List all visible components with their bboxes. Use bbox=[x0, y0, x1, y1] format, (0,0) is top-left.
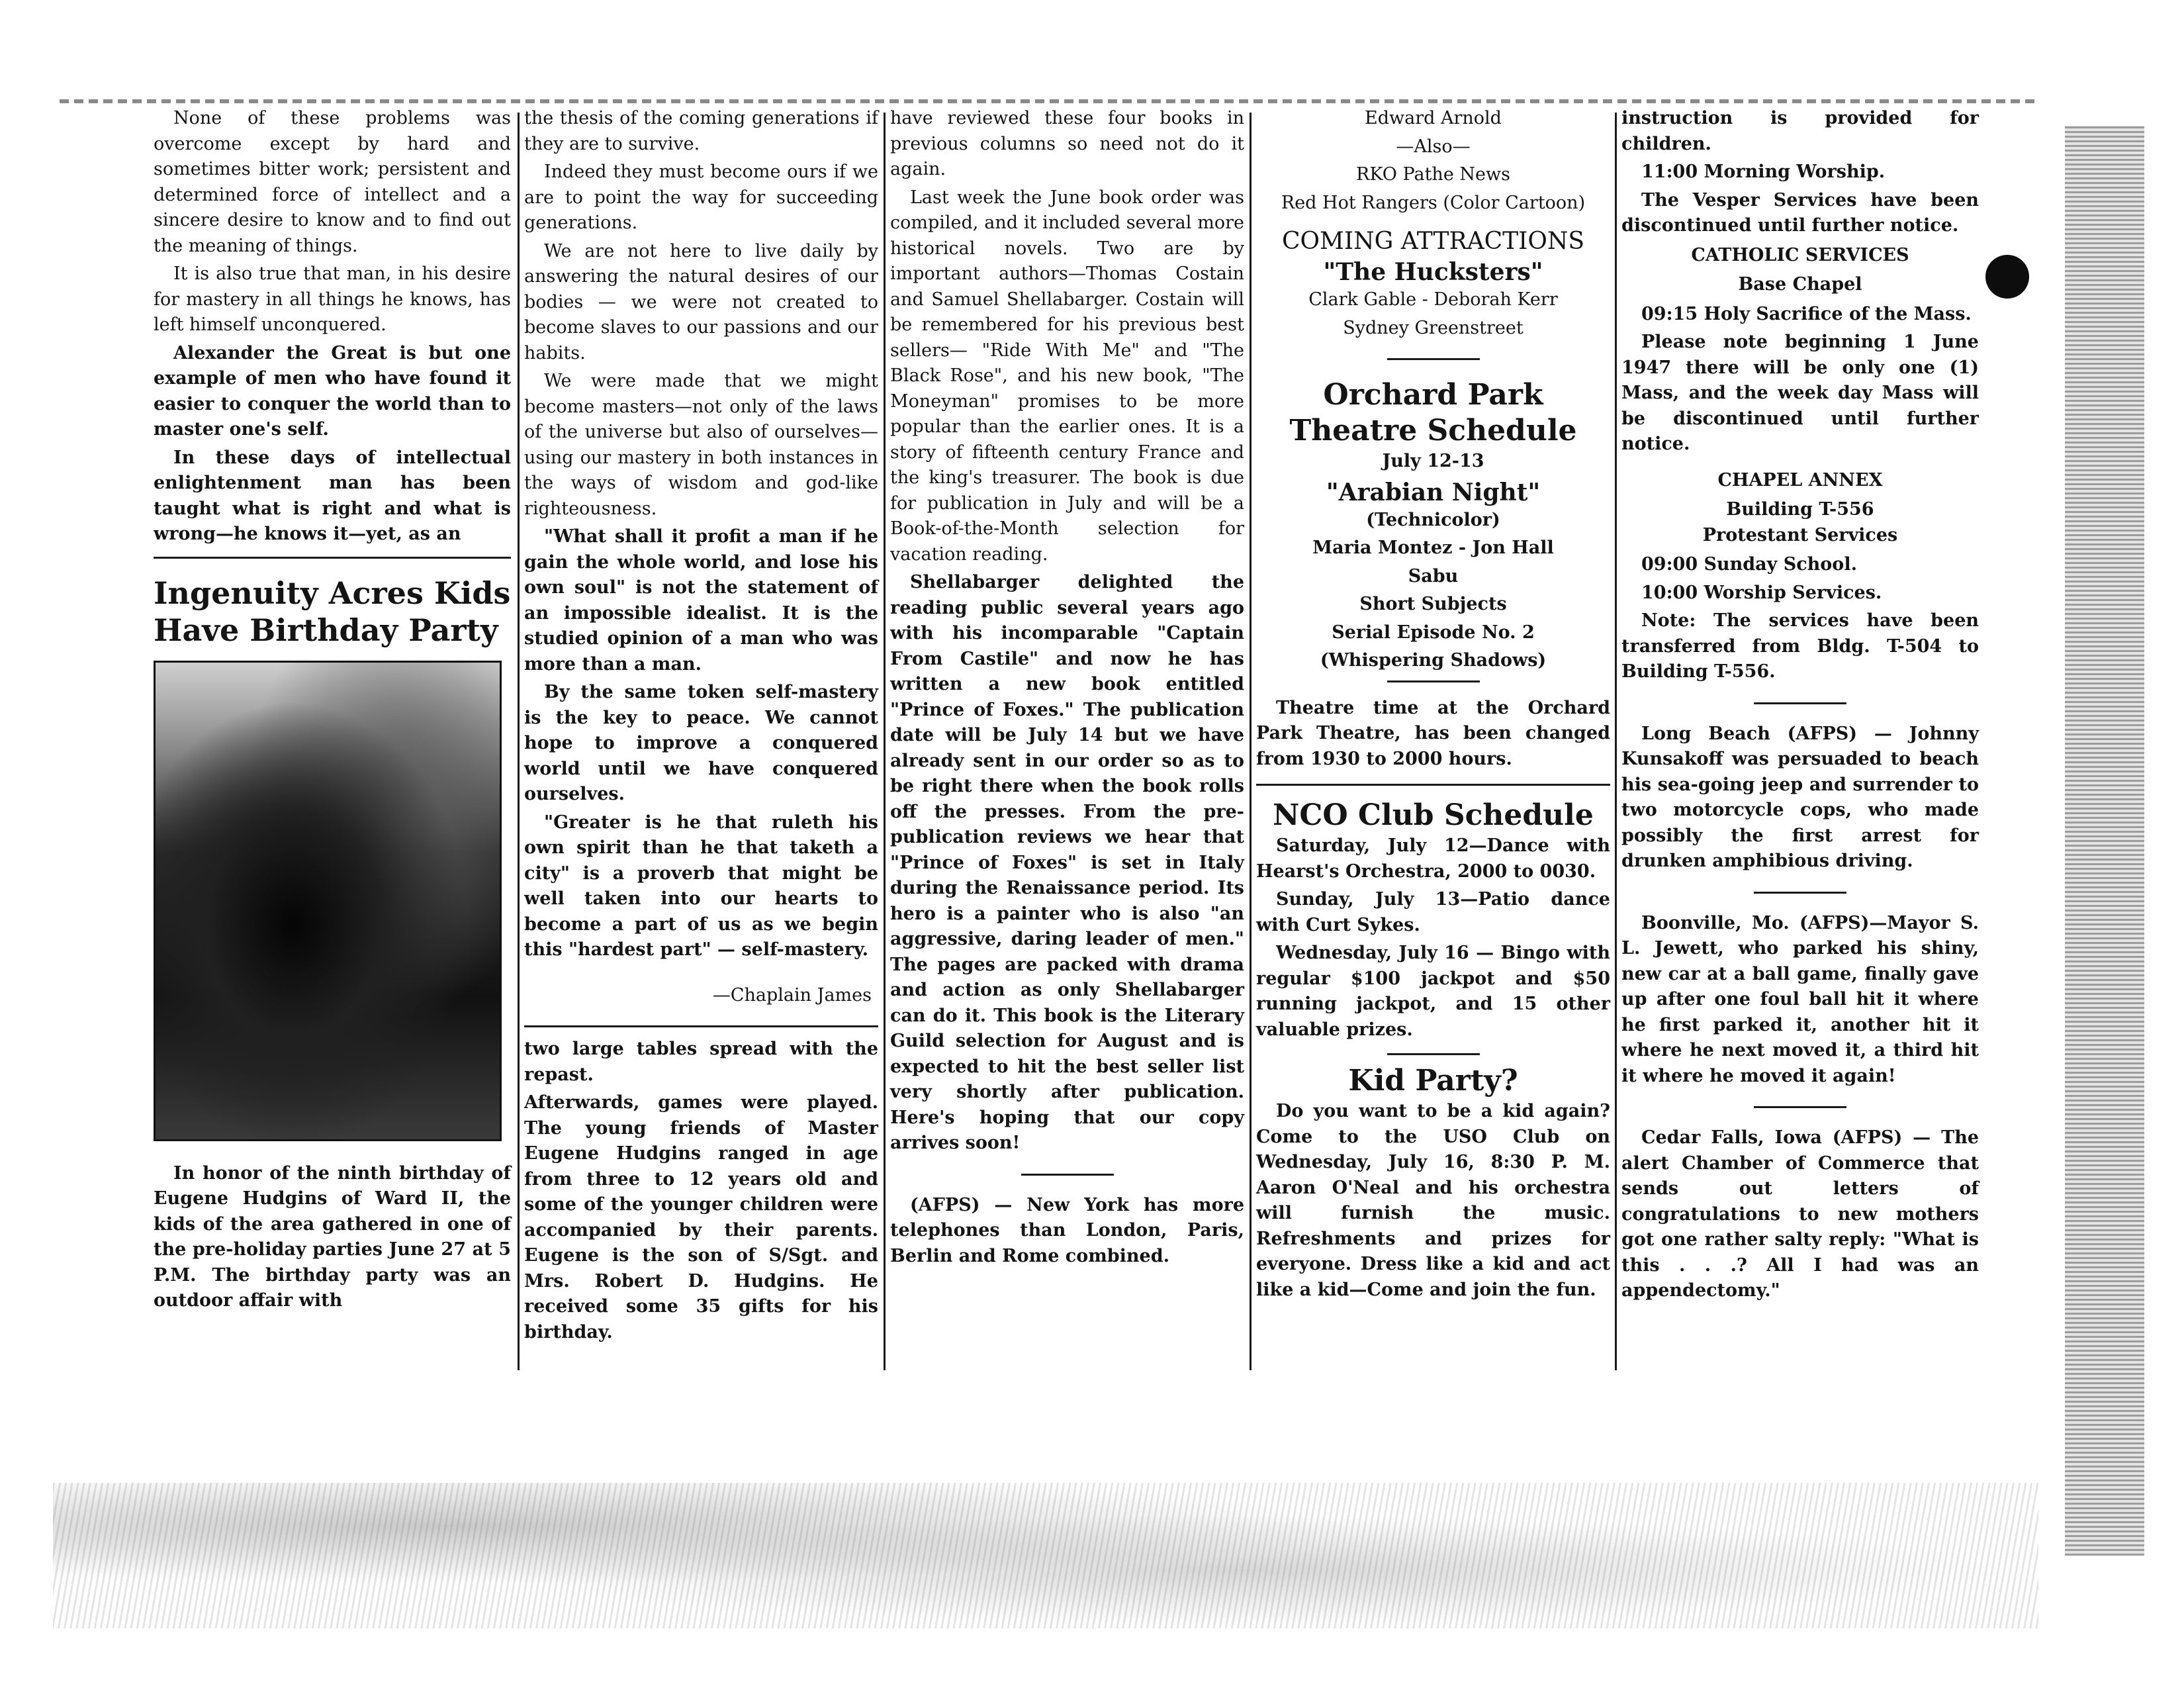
article-paragraph: We were made that we might become masters—not only of the laws of the universe but also of ourselves—using our mastery in both instances in the ways of wisdom and god-like righteousness. bbox=[524, 371, 878, 519]
section-divider bbox=[524, 1025, 878, 1027]
kid-party-text: Do you want to be a kid again? Come to the USO Club on Wednesday, July 16, 8:30 P. M. Aaron O'Neal and his orchestra will furnish the music. Refreshments and prizes for everyone. Dress like a kid and act like a kid—Come and join the fun. bbox=[1256, 1101, 1610, 1300]
article-paragraph: We are not here to live daily by answering the natural desires of our bodies — we were not created to become slaves to our passions and our habits. bbox=[524, 240, 878, 363]
column-4 bbox=[1256, 106, 1610, 1305]
service-item: 11:00 Morning Worship. bbox=[1641, 162, 1886, 182]
hole-punch-mark bbox=[1985, 255, 2029, 299]
article-paragraph: the thesis of the coming generations if they are to survive. bbox=[524, 108, 878, 154]
service-item: instruction is provided for children. bbox=[1621, 108, 1979, 154]
news-brief: Cedar Falls, Iowa (AFPS) — The alert Chamber of Commerce that sends out letters of congratulations to new mothers got one rather salty reply: "What is this . . .? All I had was an appendectomy." bbox=[1621, 1127, 1979, 1301]
section-divider bbox=[1387, 680, 1480, 682]
section-divider bbox=[1754, 892, 1846, 894]
page-edge-right bbox=[2065, 126, 2144, 1556]
section-divider bbox=[1754, 1106, 1846, 1108]
article-paragraph: By the same token self-mastery is the key to peace. We cannot hope to improve a conquered world until we have conquered ourselves. bbox=[524, 682, 878, 804]
feature-line: —Also— bbox=[1396, 136, 1471, 157]
building-heading: Building T-556 bbox=[1726, 499, 1874, 520]
column-5 bbox=[1621, 106, 1979, 1307]
feature-line: (Whispering Shadows) bbox=[1320, 650, 1547, 671]
chapel-annex-heading: CHAPEL ANNEX bbox=[1717, 469, 1883, 491]
article-paragraph: Shellabarger delighted the reading public several years ago with his incomparable "Captain From Castile" and now he has written a new book entitled "Prince of Foxes." The publication date will be July 14 but we have already sent in our order so as to be right there when the book rolls off the presses. From the pre-publication reviews we hear that "Prince of Foxes" is set in Italy during the Renaissance period. Its hero is a painter who is also "an aggressive, daring leader of men." The pages are packed with drama and action as only Shellabarger can do it. This book is the Literary Guild selection for August and is expected to hit the best seller list very shortly after publication. Here's hoping that our copy arrives soon! bbox=[890, 572, 1244, 1153]
theatre-schedule-title: Theatre Schedule bbox=[1289, 414, 1577, 447]
service-item: The Vesper Services have been discontinued until further notice. bbox=[1621, 189, 1979, 236]
page-edge-bottom bbox=[53, 1483, 2038, 1628]
section-divider bbox=[154, 557, 511, 559]
service-item: 09:15 Holy Sacrifice of the Mass. bbox=[1641, 303, 1972, 324]
section-divider bbox=[1021, 1174, 1114, 1176]
article-paragraph: None of these problems was overcome except by hard and sometimes bitter work; persistent and determined force of intellect and a sincere desire to know and to find out the meaning of things. bbox=[154, 108, 511, 256]
section-divider bbox=[1387, 358, 1480, 360]
article-paragraph: Afterwards, games were played. The young friends of Master Eugene Hudgins ranged in age from three to 12 years old and some of the younger children were accompanied by their parents. Eugene is the son of S/Sgt. and Mrs. Robert D. Hudgins. He received some 35 gifts for his birthday. bbox=[524, 1092, 878, 1342]
section-divider bbox=[1387, 1053, 1480, 1055]
column-1 bbox=[154, 106, 511, 1317]
feature-line: Serial Episode No. 2 bbox=[1332, 622, 1535, 643]
chaplain-signature: —Chaplain James bbox=[712, 984, 872, 1006]
column-rule bbox=[1615, 113, 1617, 1370]
theatre-time-notice: Theatre time at the Orchard Park Theatre, has been changed from 1930 to 2000 hours. bbox=[1256, 697, 1610, 769]
kid-party-title: Kid Party? bbox=[1348, 1064, 1518, 1098]
coming-attractions-title: COMING ATTRACTIONS bbox=[1281, 228, 1585, 255]
service-item: Note: The services have been transferred from Bldg. T-504 to Building T-556. bbox=[1621, 610, 1979, 682]
arabian-night-title: "Arabian Night" bbox=[1326, 478, 1541, 506]
article-paragraph: have reviewed these four books in previous columns so need not do it again. bbox=[890, 108, 1244, 179]
column-rule bbox=[1250, 113, 1251, 1370]
feature-line: Edward Arnold bbox=[1365, 108, 1502, 128]
party-photo bbox=[154, 661, 502, 1141]
protestant-services-heading: Protestant Services bbox=[1702, 524, 1898, 545]
column-2 bbox=[524, 106, 878, 1348]
hucksters-title: "The Hucksters" bbox=[1323, 258, 1543, 286]
schedule-dates: July 12-13 bbox=[1382, 451, 1484, 471]
article-paragraph: In these days of intellectual enlightenment man has been taught what is right and what is wrong—he knows it—yet, as an bbox=[154, 447, 511, 544]
base-chapel-heading: Base Chapel bbox=[1738, 274, 1862, 295]
nco-item: Saturday, July 12—Dance with Hearst's Orchestra, 2000 to 0030. bbox=[1256, 835, 1610, 882]
section-divider bbox=[1256, 784, 1610, 786]
catholic-services-heading: CATHOLIC SERVICES bbox=[1691, 244, 1909, 265]
section-divider bbox=[1754, 702, 1846, 704]
cast-line: Sydney Greenstreet bbox=[1343, 317, 1524, 338]
news-brief: Long Beach (AFPS) — Johnny Kunsakoff was persuaded to beach his sea-going jeep and surrender to two motorcycle cops, who made possibly the first arrest for drunken amphibious driving. bbox=[1621, 723, 1979, 871]
column-rule bbox=[884, 113, 886, 1370]
news-brief: Boonville, Mo. (AFPS)—Mayor S. L. Jewett, who parked his shiny, new car at a ball game, finally gave up after one foul ball hit it where he first parked it, another hit it where he next moved it, a third hit it where he moved it again! bbox=[1621, 912, 1979, 1086]
article-paragraph: In honor of the ninth birthday of Eugene Hudgins of Ward II, the kids of the area gathered in one of the pre-holiday parties June 27 at 5 P.M. The birthday party was an outdoor affair with bbox=[154, 1162, 511, 1311]
article-paragraph: "What shall it profit a man if he gain the whole world, and lose his own soul" is not the statement of an impossible idealist. It is the studied opinion of a man who was more than a man. bbox=[524, 526, 878, 675]
feature-line: RKO Pathe News bbox=[1356, 164, 1510, 185]
nco-club-title: NCO Club Schedule bbox=[1273, 798, 1594, 832]
article-paragraph: It is also true that man, in his desire for mastery in all things he knows, has left himself unconquered. bbox=[154, 263, 511, 335]
cast-line: Maria Montez - Jon Hall bbox=[1312, 538, 1554, 558]
article-paragraph: (AFPS) — New York has more telephones than London, Paris, Berlin and Rome combined. bbox=[890, 1194, 1244, 1266]
cast-line: Clark Gable - Deborah Kerr bbox=[1308, 289, 1558, 310]
feature-line: (Technicolor) bbox=[1366, 509, 1500, 530]
service-item: Please note beginning 1 June 1947 there will be only one (1) Mass, and the week day Mass will be discontinued until further notice. bbox=[1621, 332, 1979, 454]
article-paragraph: Last week the June book order was compiled, and it included several more historical novels. Two are by important authors—Thomas Costain and Samuel Shellabarger. Costain will be remembered for his previous best sellers— "Ride With Me" and "The Black Rose", and his new book, "The Moneyman" promises to be more popular than the earlier ones. It is a story of fifteenth century France and the king's treasurer. The book is due for publication in July and will be a Book-of-the-Month selection for vacation reading. bbox=[890, 187, 1244, 565]
service-item: 10:00 Worship Services. bbox=[1641, 582, 1882, 603]
column-rule bbox=[518, 113, 520, 1370]
article-paragraph: two large tables spread with the repast. bbox=[524, 1039, 878, 1085]
page-edge-top bbox=[60, 99, 2038, 103]
service-item: 09:00 Sunday School. bbox=[1641, 554, 1857, 575]
cast-line: Sabu bbox=[1408, 565, 1459, 586]
nco-item: Wednesday, July 16 — Bingo with regular $100 jackpot and $50 running jackpot, and 15 other valuable prizes. bbox=[1256, 943, 1610, 1040]
birthday-headline: Ingenuity Acres Kids Have Birthday Party bbox=[154, 575, 511, 648]
column-3 bbox=[890, 106, 1244, 1272]
feature-line: Red Hot Rangers (Color Cartoon) bbox=[1281, 192, 1586, 213]
nco-item: Sunday, July 13—Patio dance with Curt Sykes. bbox=[1256, 889, 1610, 935]
article-paragraph: Indeed they must become ours if we are to point the way for succeeding generations. bbox=[524, 162, 878, 233]
article-paragraph: "Greater is he that ruleth his own spirit than he that taketh a city" is a proverb that might be well taken into our hearts to become a part of us as we begin this "hardest part" — self-mastery. bbox=[524, 812, 878, 960]
article-paragraph: Alexander the Great is but one example of men who have found it easier to conquer the world than to master one's self. bbox=[154, 342, 511, 440]
feature-line: Short Subjects bbox=[1359, 594, 1507, 614]
orchard-park-title: Orchard Park bbox=[1323, 378, 1543, 412]
